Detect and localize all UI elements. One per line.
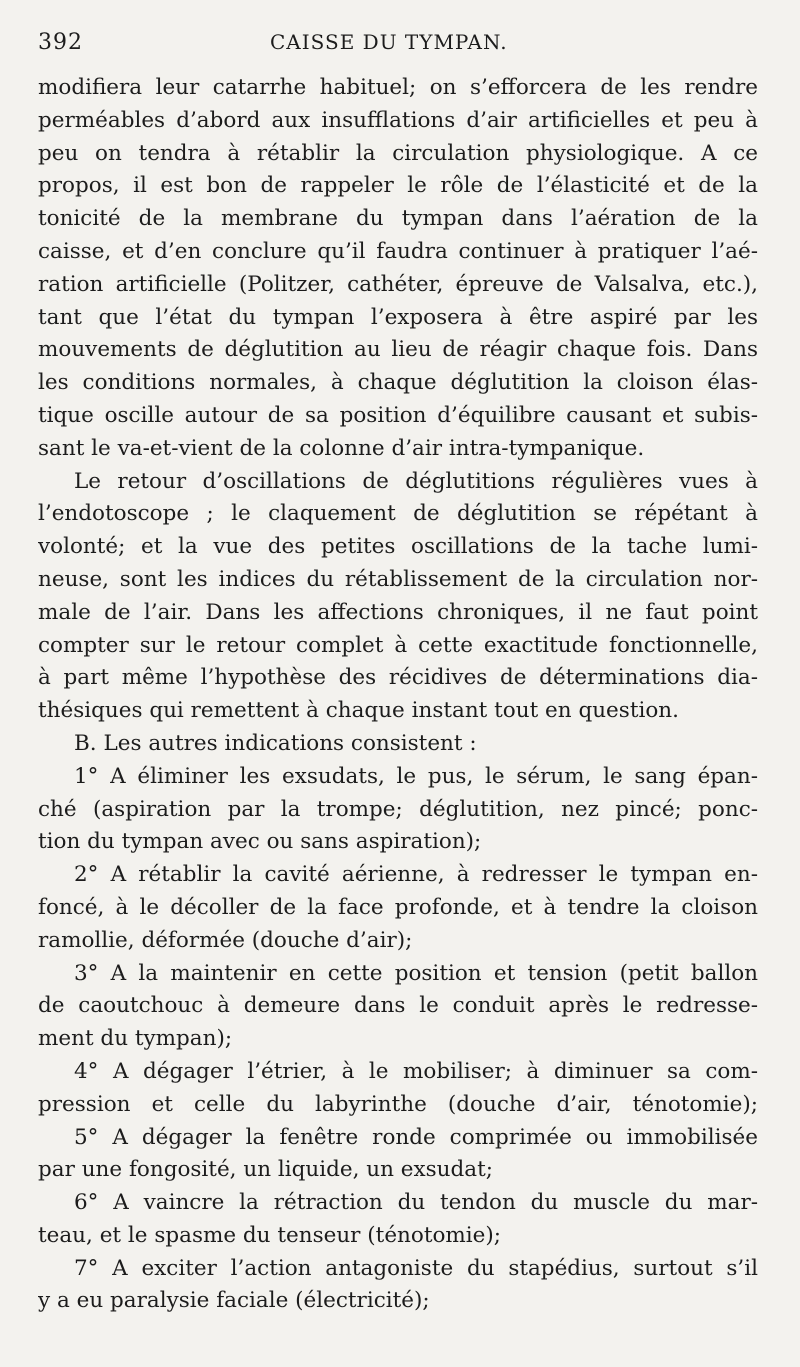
text-line: 6° A vaincre la rétraction du tendon du muscle du mar- [74, 1190, 758, 1216]
text-line: 5° A dégager la fenêtre ronde comprimée ou immobilisée [74, 1124, 758, 1150]
running-title: CAISSE DU TYMPAN. [270, 30, 508, 54]
text-line: les conditions normales, à chaque déglutition la cloison élas- [38, 370, 758, 396]
text-line: à part même l’hypothèse des récidives de déterminations dia- [38, 665, 758, 691]
text-line: B. Les autres indications consistent : [74, 730, 477, 756]
text-line: mouvements de déglutition au lieu de réagir chaque fois. Dans [38, 337, 758, 363]
text-line: tant que l’état du tympan l’exposera à être aspiré par les [38, 304, 758, 330]
text-line: ration artificielle (Politzer, cathéter, épreuve de Valsalva, etc.), [38, 271, 758, 297]
text-line: thésiques qui remettent à chaque instant tout en question. [38, 698, 679, 724]
text-line: 4° A dégager l’étrier, à le mobiliser; à diminuer sa com- [74, 1058, 758, 1084]
text-line: compter sur le retour complet à cette exactitude fonctionnelle, [38, 632, 758, 658]
text-line: l’endotoscope ; le claquement de déglutition se répétant à [38, 501, 758, 527]
text-line: foncé, à le décoller de la face profonde, et à tendre la cloison [38, 894, 758, 920]
text-line: volonté; et la vue des petites oscillations de la tache lumi- [38, 534, 758, 560]
text-line: tique oscille autour de sa position d’équilibre causant et subis- [38, 402, 758, 428]
text-line: sant le va-et-vient de la colonne d’air intra-tympanique. [38, 435, 645, 461]
text-line: male de l’air. Dans les affections chroniques, il ne faut point [38, 599, 758, 625]
text-line: y a eu paralysie faciale (électricité); [38, 1288, 430, 1314]
text-line: par une fongosité, un liquide, un exsudat; [38, 1157, 493, 1183]
text-line: tonicité de la membrane du tympan dans l’aération de la [38, 206, 758, 232]
page-header [38, 30, 760, 66]
text-line: modifiera leur catarrhe habituel; on s’efforcera de les rendre [38, 75, 758, 100]
text-line: pression et celle du labyrinthe (douche d’air, ténotomie); [38, 1091, 758, 1117]
text-line: 7° A exciter l’action antagoniste du stapédius, surtout s’il [74, 1255, 758, 1281]
text-line: Le retour d’oscillations de déglutitions régulières vues à [74, 468, 758, 494]
text-line: perméables d’abord aux insufflations d’air artificielles et peu à [38, 107, 758, 133]
text-line: ramollie, déformée (douche d’air); [38, 927, 413, 953]
page-number: 392 [38, 30, 83, 55]
text-line: 3° A la maintenir en cette position et tension (petit ballon [74, 960, 758, 986]
text-line: 2° A rétablir la cavité aérienne, à redresser le tympan en- [74, 862, 758, 888]
text-line: ché (aspiration par la trompe; déglutition, nez pincé; ponc- [38, 796, 758, 822]
text-line: caisse, et d’en conclure qu’il faudra continuer à pratiquer l’aé- [38, 238, 758, 264]
text-line: de caoutchouc à demeure dans le conduit après le redresse- [38, 993, 758, 1019]
text-line: ment du tympan); [38, 1026, 233, 1052]
body-text [38, 72, 758, 1318]
text-line: peu on tendra à rétablir la circulation physiologique. A ce [38, 140, 758, 166]
text-line: propos, il est bon de rappeler le rôle de l’élasticité et de la [38, 173, 758, 199]
text-line: tion du tympan avec ou sans aspiration); [38, 829, 482, 855]
text-line: neuse, sont les indices du rétablissement de la circulation nor- [38, 566, 758, 592]
text-line: 1° A éliminer les exsudats, le pus, le sérum, le sang épan- [74, 763, 758, 789]
text-line: teau, et le spasme du tenseur (ténotomie); [38, 1222, 502, 1248]
